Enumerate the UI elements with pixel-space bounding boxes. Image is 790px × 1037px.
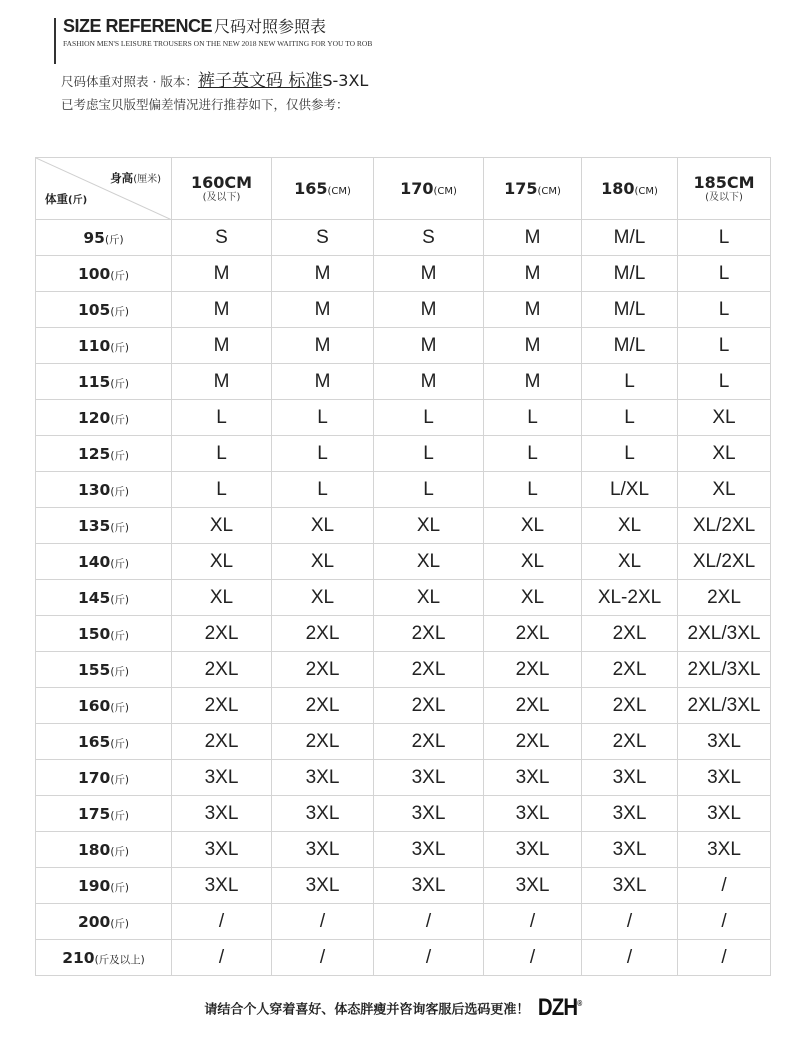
height-unit: (CM)	[327, 186, 351, 197]
weight-unit: (斤)	[110, 773, 130, 786]
size-cell: M	[484, 364, 582, 400]
size-cell: 3XL	[678, 760, 771, 796]
size-cell: XL	[484, 544, 582, 580]
size-cell: 3XL	[582, 796, 678, 832]
size-cell: M	[272, 292, 374, 328]
table-row	[36, 724, 771, 760]
size-cell: XL/2XL	[678, 508, 771, 544]
height-value: 185CM	[693, 173, 755, 192]
weight-unit: (斤)	[110, 881, 130, 894]
size-cell: 3XL	[272, 760, 374, 796]
weight-unit: (斤)	[110, 701, 130, 714]
size-cell: L	[484, 436, 582, 472]
size-cell: L	[582, 436, 678, 472]
version-label: 尺码体重对照表 · 版本：	[61, 74, 198, 89]
corner-header-cell	[36, 158, 172, 220]
weight-value: 95	[83, 228, 105, 247]
size-cell: M/L	[582, 256, 678, 292]
recommendation-note: 已考虑宝贝版型偏差情况进行推荐如下，仅供参考：	[61, 97, 349, 112]
size-cell: M	[484, 256, 582, 292]
page-subtitle: FASHION MEN'S LEISURE TROUSERS ON THE NEW 2018 NEW WAITING FOR YOU TO ROB	[63, 39, 373, 48]
size-cell: 3XL	[374, 796, 484, 832]
size-cell: /	[374, 940, 484, 976]
height-header-3	[374, 158, 484, 220]
weight-cell	[36, 256, 172, 292]
height-value: 165	[294, 179, 328, 198]
size-cell: 3XL	[272, 832, 374, 868]
size-cell: 2XL	[374, 652, 484, 688]
size-cell: L	[172, 400, 272, 436]
weight-cell	[36, 868, 172, 904]
size-cell: M	[374, 256, 484, 292]
weight-unit: (斤)	[110, 737, 130, 750]
weight-cell	[36, 328, 172, 364]
size-cell: 3XL	[172, 832, 272, 868]
table-row	[36, 796, 771, 832]
weight-value: 180	[77, 840, 111, 859]
size-cell: /	[678, 868, 771, 904]
weight-cell	[36, 364, 172, 400]
size-cell: 2XL	[374, 724, 484, 760]
table-row	[36, 652, 771, 688]
size-cell: 3XL	[374, 760, 484, 796]
size-cell: XL	[678, 472, 771, 508]
size-cell: /	[484, 904, 582, 940]
size-cell: 2XL	[272, 688, 374, 724]
size-cell: XL	[374, 580, 484, 616]
weight-value: 140	[77, 552, 111, 571]
size-cell: 2XL/3XL	[678, 616, 771, 652]
size-chart-table	[35, 157, 771, 976]
corner-diagonal-line	[36, 158, 172, 220]
height-header-row	[36, 158, 771, 220]
size-cell: /	[678, 940, 771, 976]
size-cell: /	[582, 904, 678, 940]
size-cell: 2XL	[582, 724, 678, 760]
weight-cell	[36, 832, 172, 868]
table-row	[36, 256, 771, 292]
weight-value: 110	[77, 336, 111, 355]
size-cell: XL	[272, 508, 374, 544]
size-cell: XL	[582, 508, 678, 544]
weight-unit: (斤)	[110, 413, 130, 426]
weight-cell	[36, 292, 172, 328]
size-cell: M	[484, 220, 582, 256]
size-cell: L	[678, 364, 771, 400]
size-cell: 2XL	[374, 616, 484, 652]
size-cell: M	[484, 328, 582, 364]
weight-unit: (斤)	[110, 845, 130, 858]
weight-cell	[36, 724, 172, 760]
size-cell: 3XL	[172, 868, 272, 904]
size-cell: L	[374, 436, 484, 472]
weight-axis-label: 体重(斤)	[45, 192, 88, 206]
size-cell: S	[172, 220, 272, 256]
size-cell: M	[272, 256, 374, 292]
size-cell: M	[272, 328, 374, 364]
size-cell: S	[374, 220, 484, 256]
weight-unit: (斤)	[110, 629, 130, 642]
size-cell: 3XL	[272, 796, 374, 832]
size-cell: /	[272, 904, 374, 940]
size-cell: L	[172, 436, 272, 472]
weight-cell	[36, 904, 172, 940]
size-cell: L	[172, 472, 272, 508]
weight-value: 155	[77, 660, 111, 679]
table-row	[36, 220, 771, 256]
height-header-2	[272, 158, 374, 220]
size-cell: 3XL	[582, 868, 678, 904]
size-cell: 2XL	[172, 724, 272, 760]
height-unit: (CM)	[537, 186, 561, 197]
table-row	[36, 436, 771, 472]
table-row	[36, 508, 771, 544]
size-cell: M	[374, 292, 484, 328]
size-cell: /	[374, 904, 484, 940]
height-unit: (CM)	[634, 186, 658, 197]
size-cell: 3XL	[582, 832, 678, 868]
size-range: S-3XL	[322, 71, 369, 90]
size-cell: L	[582, 364, 678, 400]
size-cell: XL	[172, 508, 272, 544]
table-row	[36, 472, 771, 508]
weight-value: 125	[77, 444, 111, 463]
size-cell: 3XL	[272, 868, 374, 904]
size-cell: M/L	[582, 292, 678, 328]
size-cell: 2XL	[582, 688, 678, 724]
weight-value: 210	[62, 948, 95, 967]
weight-value: 165	[77, 732, 111, 751]
weight-value: 105	[77, 300, 111, 319]
size-cell: L	[484, 400, 582, 436]
size-cell: M/L	[582, 220, 678, 256]
size-cell: L	[374, 400, 484, 436]
weight-cell	[36, 940, 172, 976]
height-value: 170	[400, 179, 434, 198]
size-cell: XL	[484, 580, 582, 616]
height-header-4	[484, 158, 582, 220]
size-cell: 2XL	[172, 652, 272, 688]
weight-value: 170	[77, 768, 111, 787]
weight-cell	[36, 436, 172, 472]
weight-cell	[36, 688, 172, 724]
table-row	[36, 328, 771, 364]
size-cell: 2XL	[484, 652, 582, 688]
table-row	[36, 868, 771, 904]
size-cell: L	[678, 220, 771, 256]
weight-value: 130	[77, 480, 111, 499]
size-cell: 2XL/3XL	[678, 688, 771, 724]
size-cell: L	[678, 292, 771, 328]
footer-advice-text: 请结合个人穿着喜好、体态胖瘦并咨询客服后选码更准！	[204, 1002, 530, 1018]
size-cell: L	[272, 400, 374, 436]
weight-cell	[36, 796, 172, 832]
weight-unit: (斤)	[110, 485, 130, 498]
size-cell: 2XL	[172, 688, 272, 724]
size-cell: 3XL	[484, 760, 582, 796]
size-cell: 2XL	[678, 580, 771, 616]
height-unit: (CM)	[433, 186, 457, 197]
size-cell: S	[272, 220, 374, 256]
height-header-1	[172, 158, 272, 220]
height-value: 175	[504, 179, 538, 198]
size-cell: L	[374, 472, 484, 508]
size-cell: M	[172, 328, 272, 364]
size-cell: 2XL	[272, 724, 374, 760]
table-row	[36, 544, 771, 580]
table-row	[36, 832, 771, 868]
table-row	[36, 940, 771, 976]
height-header-6	[678, 158, 771, 220]
size-cell: XL	[678, 400, 771, 436]
size-cell: 2XL	[484, 688, 582, 724]
version-name: 裤子英文码 标准	[197, 71, 323, 91]
table-row	[36, 292, 771, 328]
size-cell: /	[172, 940, 272, 976]
size-cell: L	[582, 400, 678, 436]
weight-value: 145	[77, 588, 111, 607]
size-cell: M	[484, 292, 582, 328]
size-cell: M	[374, 364, 484, 400]
size-cell: XL	[484, 508, 582, 544]
weight-cell	[36, 508, 172, 544]
weight-value: 160	[77, 696, 111, 715]
size-cell: 3XL	[484, 832, 582, 868]
size-cell: M	[172, 292, 272, 328]
size-cell: 3XL	[678, 724, 771, 760]
page-title-english: SIZE REFERENCE	[63, 16, 213, 36]
weight-unit: (斤)	[110, 449, 130, 462]
size-cell: XL	[374, 508, 484, 544]
version-line	[61, 66, 368, 91]
size-cell: M	[272, 364, 374, 400]
weight-unit: (斤)	[110, 593, 130, 606]
height-value: 180	[601, 179, 635, 198]
size-cell: XL	[172, 580, 272, 616]
weight-value: 120	[77, 408, 111, 427]
size-cell: L	[272, 472, 374, 508]
size-cell: XL-2XL	[582, 580, 678, 616]
weight-value: 100	[77, 264, 111, 283]
weight-cell	[36, 400, 172, 436]
size-cell: M	[172, 256, 272, 292]
weight-unit: (斤)	[110, 305, 130, 318]
weight-cell	[36, 616, 172, 652]
table-row	[36, 760, 771, 796]
size-cell: M	[374, 328, 484, 364]
table-row	[36, 616, 771, 652]
page-title	[63, 14, 326, 37]
table-row	[36, 364, 771, 400]
weight-unit: (斤)	[110, 665, 130, 678]
size-cell: 3XL	[678, 832, 771, 868]
weight-cell	[36, 220, 172, 256]
weight-value: 115	[77, 372, 111, 391]
size-cell: 3XL	[582, 760, 678, 796]
size-cell: 3XL	[484, 796, 582, 832]
weight-unit: (斤)	[110, 377, 130, 390]
weight-value: 190	[77, 876, 111, 895]
size-cell: XL/2XL	[678, 544, 771, 580]
table-row	[36, 688, 771, 724]
size-cell: /	[272, 940, 374, 976]
size-cell: XL	[272, 544, 374, 580]
size-cell: 2XL	[172, 616, 272, 652]
size-cell: /	[678, 904, 771, 940]
weight-cell	[36, 580, 172, 616]
size-cell: 3XL	[484, 868, 582, 904]
size-cell: 3XL	[678, 796, 771, 832]
size-cell: 2XL	[272, 616, 374, 652]
size-cell: /	[484, 940, 582, 976]
size-cell: L	[272, 436, 374, 472]
table-row	[36, 580, 771, 616]
size-cell: 3XL	[374, 868, 484, 904]
table-row	[36, 400, 771, 436]
weight-unit: (斤及以上)	[94, 953, 145, 966]
size-cell: 2XL/3XL	[678, 652, 771, 688]
size-cell: 2XL	[484, 616, 582, 652]
header	[54, 14, 454, 64]
size-cell: /	[582, 940, 678, 976]
header-accent-bar	[54, 18, 56, 64]
weight-unit: (斤)	[110, 917, 130, 930]
height-note: (及以下)	[705, 192, 743, 203]
size-cell: XL	[172, 544, 272, 580]
height-value: 160CM	[190, 173, 253, 192]
weight-unit: (斤)	[110, 521, 130, 534]
weight-value: 200	[77, 912, 111, 931]
size-cell: /	[172, 904, 272, 940]
weight-cell	[36, 544, 172, 580]
page-title-chinese: 尺码对照参照表	[214, 17, 327, 36]
size-cell: 2XL	[484, 724, 582, 760]
weight-unit: (斤)	[104, 233, 124, 246]
table-row	[36, 904, 771, 940]
height-header-5	[582, 158, 678, 220]
size-cell: L	[678, 256, 771, 292]
weight-value: 135	[77, 516, 111, 535]
weight-cell	[36, 652, 172, 688]
weight-cell	[36, 472, 172, 508]
size-cell: 2XL	[582, 616, 678, 652]
brand-logo: DZH®	[538, 994, 582, 1021]
weight-unit: (斤)	[110, 341, 130, 354]
size-cell: 2XL	[272, 652, 374, 688]
size-cell: 3XL	[172, 760, 272, 796]
size-cell: 3XL	[374, 832, 484, 868]
size-cell: XL	[678, 436, 771, 472]
size-cell: XL	[374, 544, 484, 580]
weight-value: 150	[77, 624, 111, 643]
height-axis-label: 身高(厘米)	[110, 171, 161, 185]
weight-unit: (斤)	[110, 269, 130, 282]
size-cell: 3XL	[172, 796, 272, 832]
height-note: (及以下)	[202, 192, 241, 203]
footer	[0, 994, 790, 1022]
size-cell: L/XL	[582, 472, 678, 508]
weight-unit: (斤)	[110, 557, 130, 570]
size-cell: M/L	[582, 328, 678, 364]
size-cell: XL	[582, 544, 678, 580]
size-cell: M	[172, 364, 272, 400]
size-cell: XL	[272, 580, 374, 616]
weight-value: 175	[77, 804, 111, 823]
size-cell: L	[484, 472, 582, 508]
weight-unit: (斤)	[110, 809, 130, 822]
size-cell: 2XL	[374, 688, 484, 724]
weight-cell	[36, 760, 172, 796]
size-cell: 2XL	[582, 652, 678, 688]
size-cell: L	[678, 328, 771, 364]
